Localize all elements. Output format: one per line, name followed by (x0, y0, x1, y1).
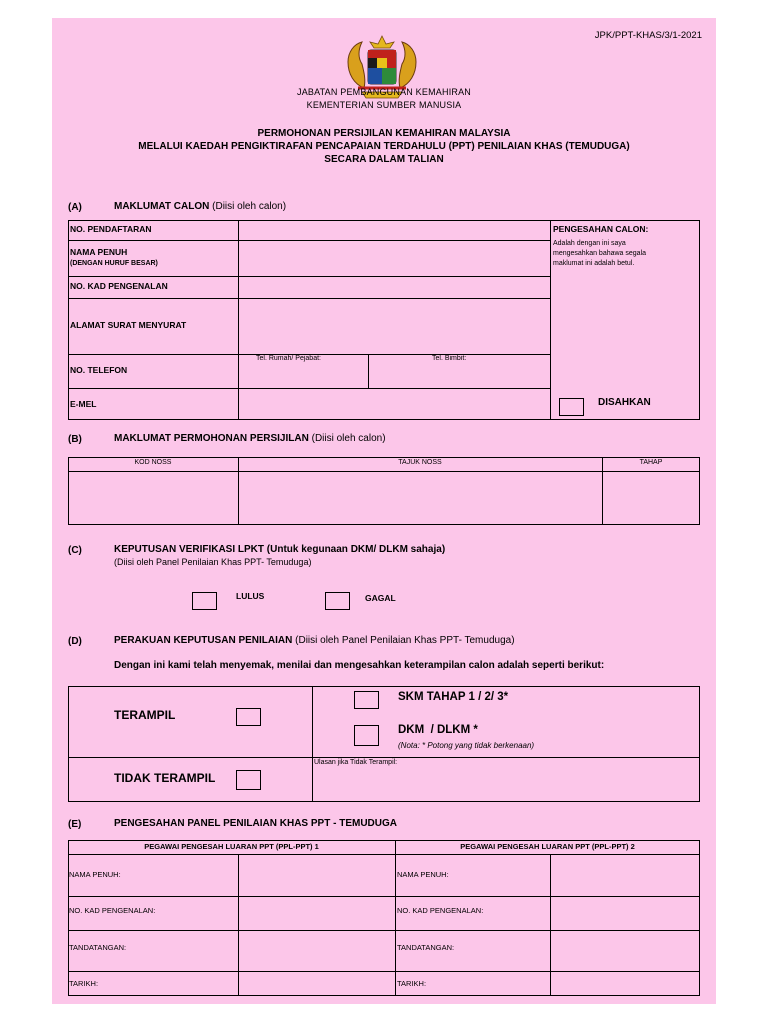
lulus-checkbox[interactable] (192, 592, 217, 610)
pengesahan-text-2: mengesahkan bahawa segala (553, 250, 647, 257)
section-a-title (114, 201, 286, 212)
label-tel-bimbit: Tel. Bimbit: (432, 355, 467, 362)
label-no-telefon: NO. TELEFON (70, 365, 128, 375)
section-b-note: (Diisi oleh calon) (311, 433, 386, 444)
section-a-letter: (A) (68, 202, 82, 213)
label-no-kad-pengenalan: NO. KAD PENGENALAN (70, 281, 168, 291)
reference-code: JPK/PPT-KHAS/3/1-2021 (594, 30, 702, 41)
form-title-3: SECARA DALAM TALIAN (324, 154, 444, 165)
skm-tahap-label: SKM TAHAP 1 / 2/ 3* (398, 691, 509, 703)
skm-checkbox[interactable] (354, 691, 379, 709)
panel2-tarikh-field[interactable] (551, 972, 699, 995)
nota-text: (Nota: * Potong yang tidak berkenaan) (398, 741, 535, 750)
section-c-note: (Diisi oleh Panel Penilaian Khas PPT- Temuduga) (114, 557, 312, 567)
section-d-title (114, 635, 515, 646)
disahkan-checkbox[interactable] (559, 398, 584, 416)
dkm-dlkm-label: DKM / DLKM * (398, 724, 478, 736)
panel1-nama-field[interactable] (239, 855, 394, 895)
section-d-letter: (D) (68, 636, 82, 647)
pengesahan-text-3: maklumat ini adalah betul. (553, 260, 635, 267)
terampil-checkbox[interactable] (236, 708, 261, 726)
section-b-letter: (B) (68, 434, 82, 445)
agency-line-1: JABATAN PEMBANGUNAN KEMAHIRAN (297, 87, 471, 97)
nama-penuh-field[interactable] (239, 241, 549, 275)
emel-field[interactable] (239, 389, 549, 419)
section-b-title-text: MAKLUMAT PERMOHONAN PERSIJILAN (114, 433, 309, 444)
panel2-kad-label: NO. KAD PENGENALAN: (397, 906, 484, 915)
section-c-title-note: (Untuk kegunaan DKM/ DLKM sahaja) (266, 544, 446, 555)
alamat-field[interactable] (239, 299, 549, 353)
form-title-2: MELALUI KAEDAH PENGIKTIRAFAN PENCAPAIAN TERDAHULU (PPT) PENILAIAN KHAS (TEMUDUGA) (138, 141, 630, 152)
panel2-tandatangan-field[interactable] (551, 931, 699, 970)
section-d-statement: Dengan ini kami telah menyemak, menilai dan mengesahkan keterampilan calon adalah seperti berikut: (114, 660, 605, 671)
label-alamat: ALAMAT SURAT MENYURAT (70, 320, 187, 330)
gagal-checkbox[interactable] (325, 592, 350, 610)
gagal-label: GAGAL (365, 593, 396, 603)
panel2-nama-field[interactable] (551, 855, 699, 895)
no-pendaftaran-field[interactable] (239, 221, 549, 239)
ulasan-field[interactable] (314, 769, 699, 801)
pengesahan-calon-title: PENGESAHAN CALON: (553, 224, 649, 234)
panel1-tandatangan-field[interactable] (239, 931, 394, 970)
panel2-tandatangan-label: TANDATANGAN: (397, 943, 455, 952)
panel-col-2: PEGAWAI PENGESAH LUARAN PPT (PPL-PPT) 2 (460, 842, 635, 851)
tel-bimbit-field[interactable] (369, 364, 549, 387)
kod-noss-field[interactable] (69, 472, 237, 524)
col-kod-noss: KOD NOSS (134, 459, 172, 466)
section-d-note: (Diisi oleh Panel Penilaian Khas PPT- Temuduga) (295, 635, 515, 646)
no-kad-pengenalan-field[interactable] (239, 277, 549, 297)
label-no-pendaftaran: NO. PENDAFTARAN (70, 224, 152, 234)
col-tajuk-noss: TAJUK NOSS (398, 459, 442, 466)
pengesahan-text-1: Adalah dengan ini saya (553, 240, 626, 247)
tel-rumah-field[interactable] (239, 364, 367, 387)
section-a-note: (Diisi oleh calon) (212, 201, 287, 212)
tajuk-noss-field[interactable] (239, 472, 601, 524)
panel1-tarikh-label: TARIKH: (69, 979, 99, 988)
label-emel: E-MEL (70, 399, 97, 409)
label-nama-penuh: NAMA PENUH (70, 247, 128, 257)
section-d-title-text: PERAKUAN KEPUTUSAN PENILAIAN (114, 635, 293, 646)
section-c-title (114, 544, 445, 555)
section-b-title (114, 433, 386, 444)
agency-line-2: KEMENTERIAN SUMBER MANUSIA (306, 100, 462, 110)
panel1-kad-field[interactable] (239, 897, 394, 929)
section-c-title-text: KEPUTUSAN VERIFIKASI LPKT (114, 544, 265, 555)
lulus-label: LULUS (236, 591, 265, 601)
panel1-nama-label: NAMA PENUH: (69, 870, 121, 879)
panel1-tandatangan-label: TANDATANGAN: (69, 943, 127, 952)
tidak-terampil-checkbox[interactable] (236, 770, 261, 790)
label-nama-penuh-sub: (DENGAN HURUF BESAR) (70, 260, 158, 267)
panel1-kad-label: NO. KAD PENGENALAN: (69, 906, 156, 915)
label-tel-rumah: Tel. Rumah/ Pejabat: (256, 355, 321, 362)
section-a-title-text: MAKLUMAT CALON (114, 201, 210, 212)
panel2-nama-label: NAMA PENUH: (397, 870, 449, 879)
panel-col-1: PEGAWAI PENGESAH LUARAN PPT (PPL-PPT) 1 (144, 842, 319, 851)
col-tahap: TAHAP (639, 459, 663, 466)
form-page (52, 18, 716, 1004)
terampil-label: TERAMPIL (114, 708, 176, 722)
section-c-letter: (C) (68, 545, 82, 556)
panel2-kad-field[interactable] (551, 897, 699, 929)
section-e-letter: (E) (68, 819, 82, 830)
section-e-title: PENGESAHAN PANEL PENILAIAN KHAS PPT - TEMUDUGA (114, 818, 397, 829)
tahap-field[interactable] (603, 472, 699, 524)
panel2-tarikh-label: TARIKH: (397, 979, 427, 988)
disahkan-label: DISAHKAN (598, 397, 651, 408)
panel1-tarikh-field[interactable] (239, 972, 394, 995)
form-title-1: PERMOHONAN PERSIJILAN KEMAHIRAN MALAYSIA (257, 128, 511, 139)
dkm-checkbox[interactable] (354, 725, 379, 746)
ulasan-label: Ulasan jika Tidak Terampil: (314, 759, 398, 766)
tidak-terampil-label: TIDAK TERAMPIL (114, 771, 216, 785)
